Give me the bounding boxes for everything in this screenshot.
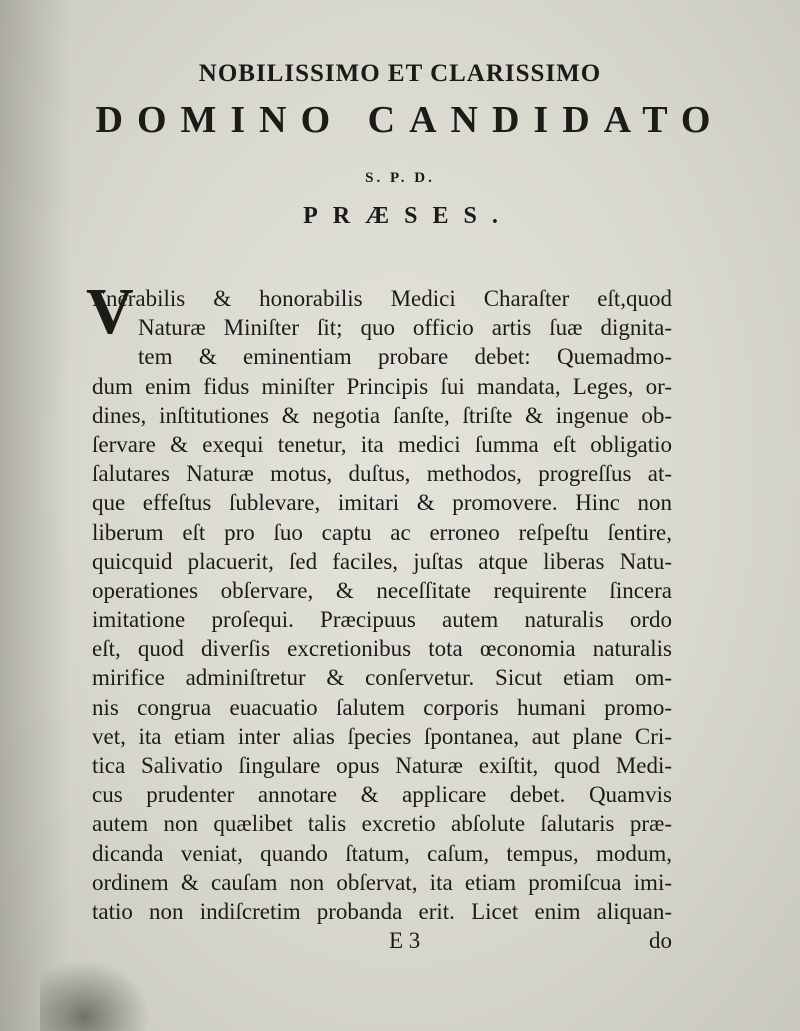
text-line: eſt, quod diverſis excretionibus tota œconomia naturalis <box>92 636 672 662</box>
text-line: tem & eminentiam probare debet: Quemadmo- <box>138 344 672 370</box>
page-footer <box>92 926 672 955</box>
text-line: mirifice adminiſtretur & conſervetur. Sicut etiam om- <box>92 665 672 691</box>
text-line: que effeſtus ſublevare, imitari & promovere. Hinc non <box>92 490 672 516</box>
text-line: nis congrua euacuatio ſalutem corporis humani promo- <box>92 694 672 720</box>
catchword: do <box>649 928 672 954</box>
text-line: dines, inſtitutiones & negotia ſanſte, ſtriſte & ingenue ob- <box>92 402 672 428</box>
text-line: dicanda veniat, quando ſtatum, caſum, tempus, modum, <box>92 840 672 866</box>
signature-mark: E 3 <box>389 928 421 954</box>
drop-cap: V <box>86 275 134 348</box>
text-line: operationes obſervare, & neceſſitate requirente ſincera <box>92 577 672 603</box>
page-edge-shadow <box>0 0 70 1031</box>
author-title: PRÆSES. <box>303 203 513 229</box>
text-line: ſervare & exequi tenetur, ita medici ſumma eſt obligatio <box>92 431 672 457</box>
salutation: S. P. D. <box>365 170 435 186</box>
text-line: tica Salivatio ſingulare opus Naturæ exiſtit, quod Medi- <box>92 753 672 778</box>
text-line: autem non quælibet talis excretio abſolute ſalutaris præ- <box>92 811 672 837</box>
dedication-line-2: DOMINO CANDIDATO <box>95 99 725 141</box>
text-line: liberum eſt pro ſuo captu ac erroneo reſpeſtu ſentire, <box>92 519 672 545</box>
body-paragraph <box>86 275 672 955</box>
text-line: ſalutares Naturæ motus, duſtus, methodos, progreſſus at- <box>92 461 672 487</box>
page-stain <box>40 960 150 1031</box>
text-line: cus prudenter annotare & applicare debet. Quamvis <box>92 782 672 808</box>
text-line: quicquid placuerit, ſed faciles, juſtas atque liberas Natu- <box>92 548 672 574</box>
text-line: V Enerabilis & honorabilis Medici Charaſter eſt,quod <box>86 275 672 348</box>
text-line: dum enim fidus miniſter Principis ſui mandata, Leges, or- <box>92 373 672 399</box>
text-line: imitatione proſequi. Præcipuus autem naturalis ordo <box>92 607 672 633</box>
dedication-line-1: NOBILISSIMO ET CLARISSIMO <box>198 60 602 87</box>
text-line: ordinem & cauſam non obſervat, ita etiam promiſcua imi- <box>92 869 672 895</box>
text-line: tatio non indiſcretim probanda erit. Licet enim aliquan- <box>92 898 672 924</box>
text-line: Naturæ Miniſter ſit; quo officio artis ſuæ dignita- <box>138 315 672 341</box>
text-line: vet, ita etiam inter alias ſpecies ſpontanea, aut plane Cri- <box>92 723 672 749</box>
